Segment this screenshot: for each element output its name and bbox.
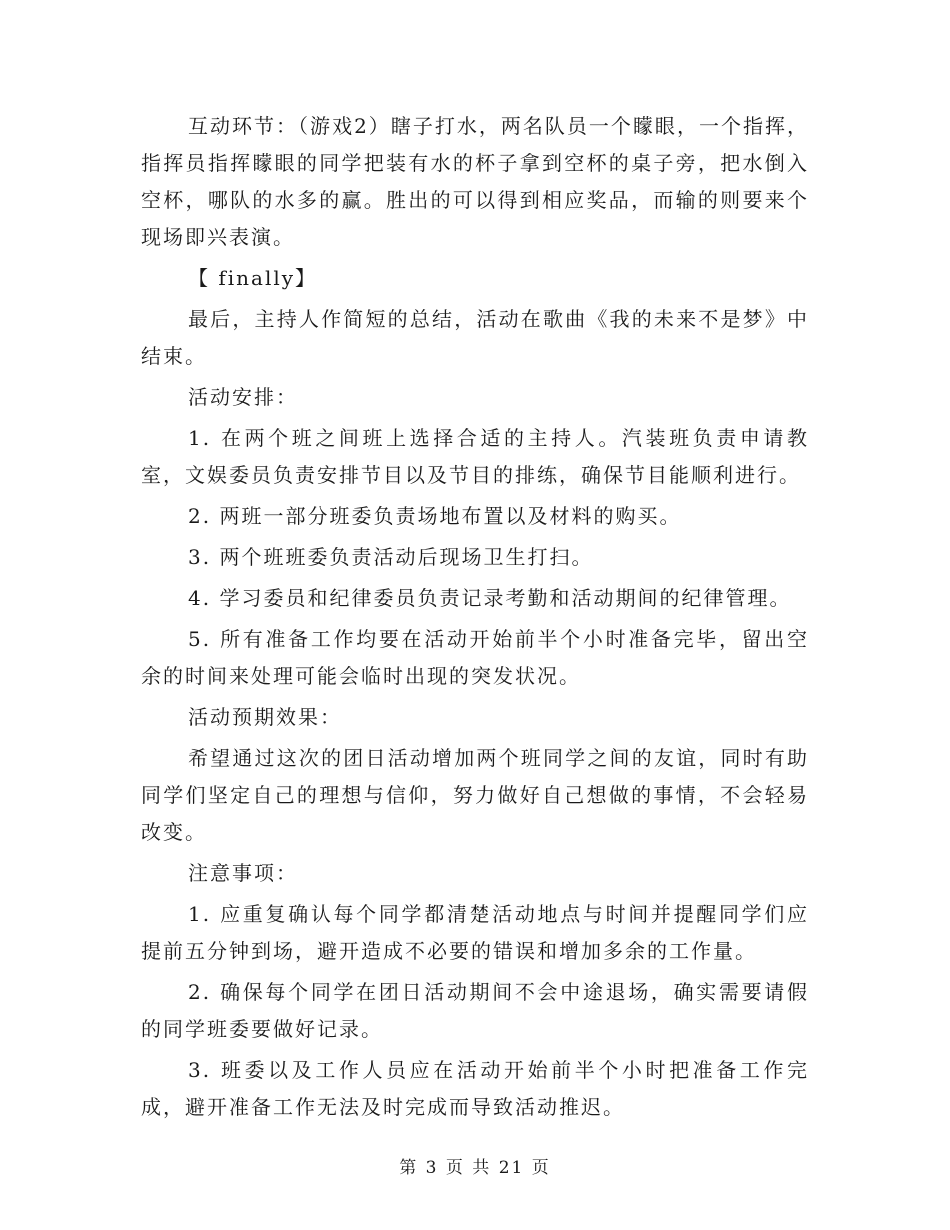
paragraph-closing: 最后，主持人作简短的总结，活动在歌曲《我的未来不是梦》中结束。: [141, 307, 809, 368]
arrangement-item-1: 1. 在两个班之间班上选择合适的主持人。汽装班负责申请教室，文娱委员负责安排节目以及节目的排练，确保节目能顺利进行。: [141, 426, 809, 487]
notes-item-2: 2. 确保每个同学在团日活动期间不会中途退场，确实需要请假的同学班委要做好记录。: [141, 980, 809, 1041]
arrangement-item-4: 4. 学习委员和纪律委员负责记录考勤和活动期间的纪律管理。: [188, 586, 792, 610]
section-heading-arrangement: 活动安排：: [188, 385, 298, 409]
section-heading-expected-effect: 活动预期效果：: [188, 705, 342, 729]
arrangement-item-2: 2. 两班一部分班委负责场地布置以及材料的购买。: [188, 504, 682, 528]
arrangement-item-5: 5. 所有准备工作均要在活动开始前半个小时准备完毕，留出空余的时间来处理可能会临时出现的突发状况。: [141, 627, 809, 688]
notes-item-1: 1. 应重复确认每个同学都清楚活动地点与时间并提醒同学们应提前五分钟到场，避开造成不必要的错误和增加多余的工作量。: [141, 902, 809, 963]
arrangement-item-3: 3. 两个班班委负责活动后现场卫生打扫。: [188, 545, 594, 569]
document-body: [141, 108, 809, 1130]
paragraph-expected-effect: 希望通过这次的团日活动增加两个班同学之间的友谊，同时有助同学们坚定自己的理想与信仰，努力做好自己想做的事情，不会轻易改变。: [141, 746, 809, 844]
page-number: 第 3 页 共 21 页: [399, 1158, 551, 1178]
section-heading-finally: 【 finally】: [188, 266, 318, 290]
notes-item-3: 3. 班委以及工作人员应在活动开始前半个小时把准备工作完成，避开准备工作无法及时完成而导致活动推迟。: [141, 1058, 809, 1119]
section-heading-notes: 注意事项：: [188, 861, 298, 885]
paragraph-game-2: 互动环节：（游戏2）瞎子打水，两名队员一个矇眼，一个指挥，指挥员指挥矇眼的同学把装有水的杯子拿到空杯的桌子旁，把水倒入空杯，哪队的水多的赢。胜出的可以得到相应奖品，而输的则要来个现场即兴表演。: [141, 114, 809, 249]
